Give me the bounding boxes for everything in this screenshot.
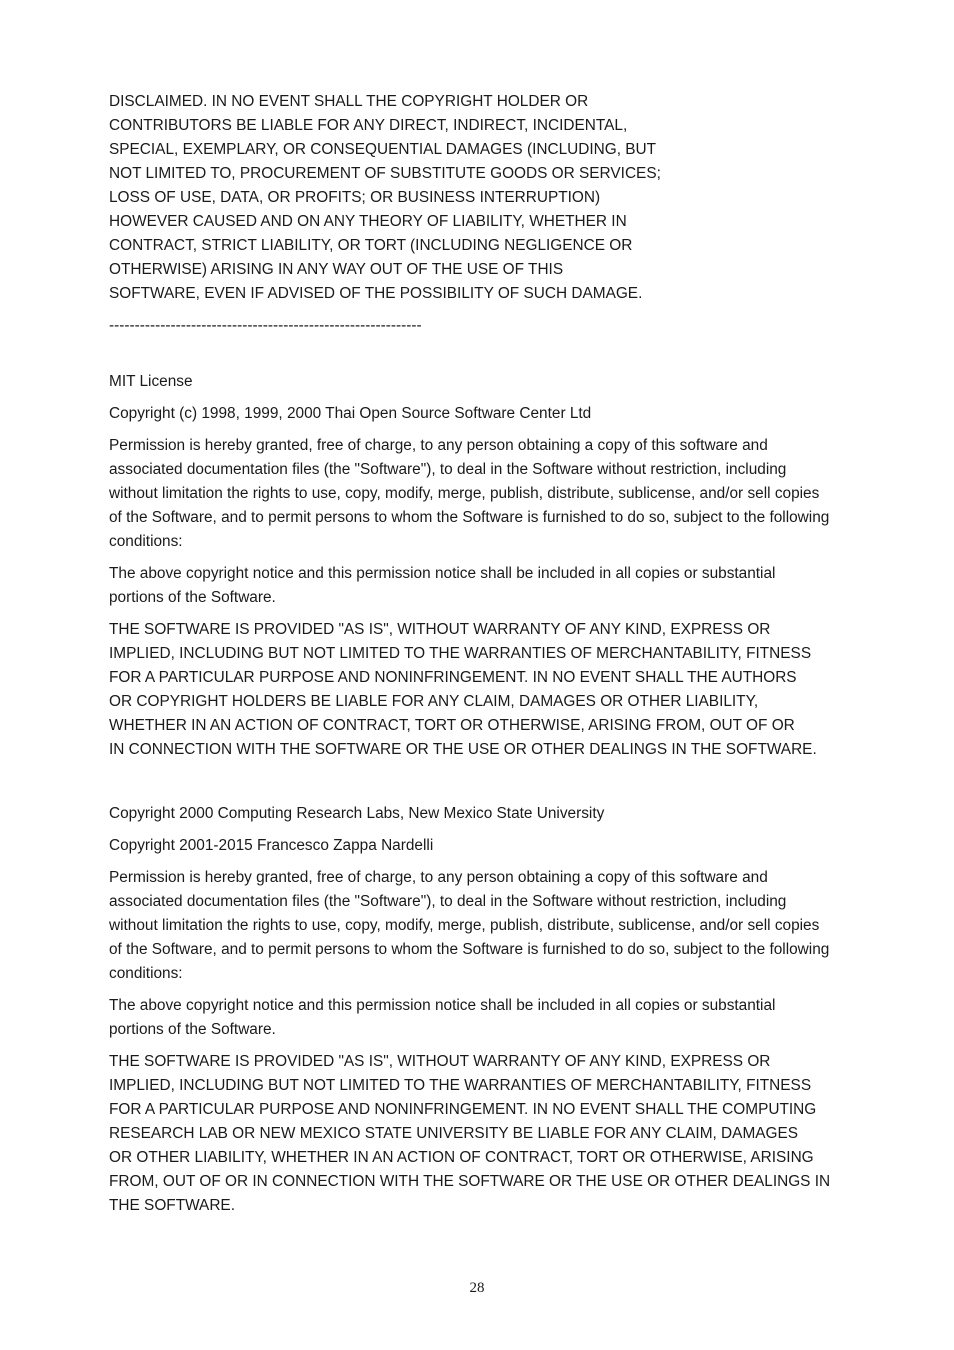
copyright-notice: Copyright (c) 1998, 1999, 2000 Thai Open Source Software Center Ltd: [109, 405, 592, 422]
text-line: The above copyright notice and this permission notice shall be included in all copies or substantial: [109, 565, 776, 582]
warranty-paragraph: [109, 1050, 879, 1218]
text-line: without limitation the rights to use, copy, modify, merge, publish, distribute, sublicense, and/or sell copies: [109, 485, 820, 502]
text-line: THE SOFTWARE IS PROVIDED "AS IS", WITHOUT WARRANTY OF ANY KIND, EXPRESS OR: [109, 1053, 771, 1070]
text-line: FOR A PARTICULAR PURPOSE AND NONINFRINGEMENT. IN NO EVENT SHALL THE AUTHORS: [109, 669, 797, 686]
text-line: THE SOFTWARE.: [109, 1197, 235, 1214]
text-line: IMPLIED, INCLUDING BUT NOT LIMITED TO THE WARRANTIES OF MERCHANTABILITY, FITNESS: [109, 1077, 812, 1094]
permission-paragraph: [109, 434, 879, 554]
page-content: [109, 90, 879, 1226]
text-line: of the Software, and to permit persons to whom the Software is furnished to do so, subject to the following: [109, 509, 830, 526]
disclaimer-paragraph: [109, 90, 879, 306]
text-line: conditions:: [109, 965, 183, 982]
copyright-notice: Copyright 2000 Computing Research Labs, New Mexico State University: [109, 805, 605, 822]
text-line: Permission is hereby granted, free of charge, to any person obtaining a copy of this software and: [109, 869, 768, 886]
text-line: without limitation the rights to use, copy, modify, merge, publish, distribute, sublicense, and/or sell copies: [109, 917, 820, 934]
text-line: LOSS OF USE, DATA, OR PROFITS; OR BUSINESS INTERRUPTION): [109, 189, 601, 206]
text-line: conditions:: [109, 533, 183, 550]
text-line: OR OTHER LIABILITY, WHETHER IN AN ACTION OF CONTRACT, TORT OR OTHERWISE, ARISING: [109, 1149, 814, 1166]
text-line: SPECIAL, EXEMPLARY, OR CONSEQUENTIAL DAMAGES (INCLUDING, BUT: [109, 141, 657, 158]
text-line: FROM, OUT OF OR IN CONNECTION WITH THE SOFTWARE OR THE USE OR OTHER DEALINGS IN: [109, 1173, 831, 1190]
text-line: CONTRACT, STRICT LIABILITY, OR TORT (INCLUDING NEGLIGENCE OR: [109, 237, 633, 254]
section-spacer: [109, 770, 879, 802]
notice-paragraph: [109, 994, 879, 1042]
text-line: portions of the Software.: [109, 589, 276, 606]
text-line: CONTRIBUTORS BE LIABLE FOR ANY DIRECT, INDIRECT, INCIDENTAL,: [109, 117, 628, 134]
text-line: HOWEVER CAUSED AND ON ANY THEORY OF LIABILITY, WHETHER IN: [109, 213, 627, 230]
warranty-paragraph: [109, 618, 879, 762]
text-line: IMPLIED, INCLUDING BUT NOT LIMITED TO THE WARRANTIES OF MERCHANTABILITY, FITNESS: [109, 645, 812, 662]
text-line: associated documentation files (the "Software"), to deal in the Software without restriction, including: [109, 893, 787, 910]
text-line: DISCLAIMED. IN NO EVENT SHALL THE COPYRIGHT HOLDER OR: [109, 93, 589, 110]
text-line: Permission is hereby granted, free of charge, to any person obtaining a copy of this software and: [109, 437, 768, 454]
text-line: The above copyright notice and this permission notice shall be included in all copies or substantial: [109, 997, 776, 1014]
text-line: IN CONNECTION WITH THE SOFTWARE OR THE USE OR OTHER DEALINGS IN THE SOFTWARE.: [109, 741, 817, 758]
section-separator: -------------------------------------------------------------: [109, 317, 422, 334]
license-title: MIT License: [109, 373, 193, 390]
text-line: NOT LIMITED TO, PROCUREMENT OF SUBSTITUTE GOODS OR SERVICES;: [109, 165, 661, 182]
text-line: RESEARCH LAB OR NEW MEXICO STATE UNIVERSITY BE LIABLE FOR ANY CLAIM, DAMAGES: [109, 1125, 799, 1142]
text-line: OTHERWISE) ARISING IN ANY WAY OUT OF THE USE OF THIS: [109, 261, 564, 278]
text-line: of the Software, and to permit persons to whom the Software is furnished to do so, subject to the following: [109, 941, 830, 958]
copyright-notice: Copyright 2001-2015 Francesco Zappa Nardelli: [109, 837, 434, 854]
text-line: FOR A PARTICULAR PURPOSE AND NONINFRINGEMENT. IN NO EVENT SHALL THE COMPUTING: [109, 1101, 817, 1118]
text-line: WHETHER IN AN ACTION OF CONTRACT, TORT OR OTHERWISE, ARISING FROM, OUT OF OR: [109, 717, 795, 734]
page-number: 28: [469, 1280, 485, 1296]
text-line: THE SOFTWARE IS PROVIDED "AS IS", WITHOUT WARRANTY OF ANY KIND, EXPRESS OR: [109, 621, 771, 638]
permission-paragraph: [109, 866, 879, 986]
text-line: portions of the Software.: [109, 1021, 276, 1038]
notice-paragraph: [109, 562, 879, 610]
text-line: SOFTWARE, EVEN IF ADVISED OF THE POSSIBILITY OF SUCH DAMAGE.: [109, 285, 643, 302]
text-line: OR COPYRIGHT HOLDERS BE LIABLE FOR ANY CLAIM, DAMAGES OR OTHER LIABILITY,: [109, 693, 759, 710]
text-line: associated documentation files (the "Software"), to deal in the Software without restriction, including: [109, 461, 787, 478]
